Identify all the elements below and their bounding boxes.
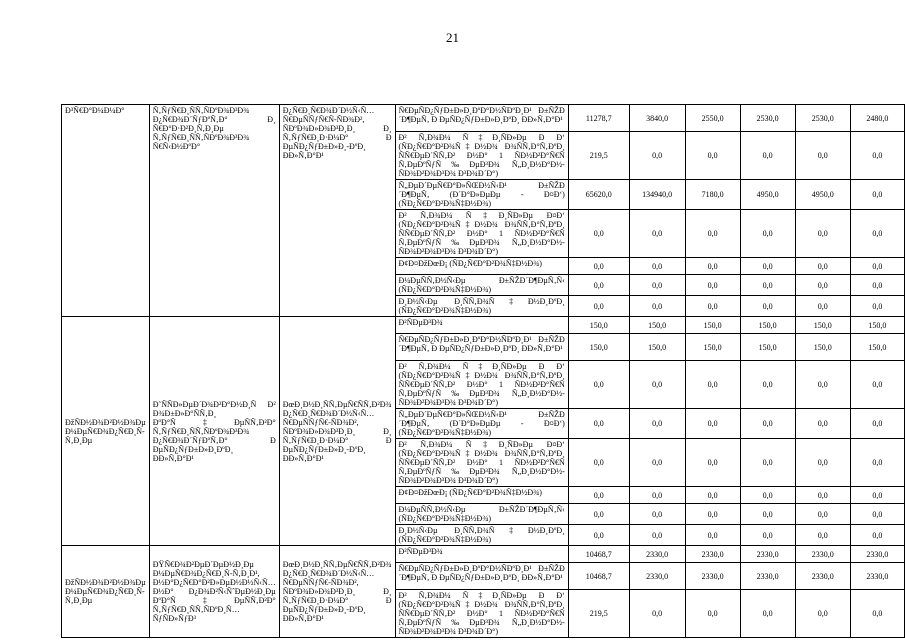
amount-cell: 2480,0 xyxy=(850,105,904,132)
amount-cell: 0,0 xyxy=(740,409,795,439)
amount-cell: 4950,0 xyxy=(795,180,850,210)
executor-cell: ÐœÐ¸Ð½Ð¸ÑÑ‚ÐµÑ€ÑÑ‚Ð²Ð¾ Ð¿Ñ€Ð¸Ñ€Ð¾Ð´Ð½Ñ‹Ñ… Ñ€ÐµÑÑƒÑ€-ÑÐ¾Ð², ÑÐºÐ¾Ð»Ð¾Ð³Ð¸Ð¸ Ð¸ Ñ‚ÑƒÑ€Ð¸Ð·Ð¼Ð° Ð ÐµÑÐ¿ÑƒÐ±Ð»Ð¸-ÐºÐ¸ ÐÐ»Ñ‚Ð°Ð¹ xyxy=(279,317,395,546)
amount-cell: 2330,0 xyxy=(850,563,904,590)
activity-name-cell: ÐŸÑ€Ð¾Ð²ÐµÐ´ÐµÐ½Ð¸Ðµ Ð¼ÐµÑ€Ð¾Ð¿Ñ€Ð¸Ñ-Ñ‚Ð¸Ð¹, Ð½Ð°Ð¿Ñ€Ð°Ð²Ð»ÐµÐ½Ð½Ñ‹Ñ… Ð½Ð° Ð¿Ð¾Ð²Ñ‹ÑˆÐµÐ½Ð¸Ðµ ÐºÐ°Ñ‡ÐµÑÑ‚Ð²Ð° Ñ‚ÑƒÑ€Ð¸ÑÑ‚ÑÐºÐ¸Ñ… ÑƒÑÐ»ÑƒÐ³ xyxy=(149,546,279,638)
amount-cell: 150,0 xyxy=(685,317,740,334)
amount-cell: 0,0 xyxy=(795,504,850,525)
amount-cell: 0,0 xyxy=(795,258,850,275)
amount-cell: 0,0 xyxy=(850,504,904,525)
amount-cell: 0,0 xyxy=(629,487,685,504)
amount-cell: 0,0 xyxy=(685,487,740,504)
amount-cell: 0,0 xyxy=(740,210,795,258)
amount-cell: 150,0 xyxy=(740,334,795,361)
funding-source-cell: Ð¸Ð½Ñ‹Ðµ Ð¸ÑÑ‚Ð¾Ñ‡Ð½Ð¸ÐºÐ¸ (ÑÐ¿Ñ€Ð°Ð²Ð¾Ñ‡Ð½Ð¾) xyxy=(395,525,568,546)
amount-cell: 0,0 xyxy=(850,487,904,504)
amount-cell: 0,0 xyxy=(850,180,904,210)
page-number: 21 xyxy=(446,30,459,45)
amount-cell: 0,0 xyxy=(568,504,629,525)
amount-cell: 0,0 xyxy=(795,487,850,504)
amount-cell: 0,0 xyxy=(629,296,685,317)
amount-cell: 150,0 xyxy=(568,317,629,334)
amount-cell: 0,0 xyxy=(795,275,850,296)
amount-cell: 0,0 xyxy=(740,525,795,546)
amount-cell: 219,5 xyxy=(568,132,629,180)
amount-cell: 134940,0 xyxy=(629,180,685,210)
amount-cell: 0,0 xyxy=(740,132,795,180)
amount-cell: 0,0 xyxy=(568,275,629,296)
funding-source-cell: Ð²ÑÐµÐ³Ð¾ xyxy=(395,317,568,334)
budget-table xyxy=(61,104,905,638)
amount-cell: 0,0 xyxy=(850,439,904,487)
activity-type-cell: Ð³Ñ€Ð°Ð¼Ð¼Ð° xyxy=(62,105,150,317)
amount-cell: 0,0 xyxy=(685,132,740,180)
activity-type-cell: ÐžÑÐ½Ð¾Ð²Ð½Ð¾Ðµ Ð¼ÐµÑ€Ð¾Ð¿Ñ€Ð¸Ñ-Ñ‚Ð¸Ðµ xyxy=(62,546,150,638)
amount-cell: 0,0 xyxy=(685,439,740,487)
amount-cell: 7180,0 xyxy=(685,180,740,210)
amount-cell: 0,0 xyxy=(740,275,795,296)
amount-cell: 0,0 xyxy=(850,361,904,409)
amount-cell: 0,0 xyxy=(795,210,850,258)
amount-cell: 2330,0 xyxy=(795,563,850,590)
amount-cell: 0,0 xyxy=(568,409,629,439)
table-row xyxy=(62,105,905,132)
activity-name-cell: Ñ‚ÑƒÑ€Ð¸ÑÑ‚ÑÐºÐ¾Ð³Ð¾ Ð¿Ñ€Ð¾Ð´ÑƒÐºÑ‚Ð° Ð¸ Ñ€Ð°Ð·Ð²Ð¸Ñ‚Ð¸Ðµ Ñ‚ÑƒÑ€Ð¸ÑÑ‚ÑÐºÐ¾Ð³Ð¾ Ñ€Ñ‹Ð½ÐºÐ° xyxy=(149,105,279,317)
amount-cell: 0,0 xyxy=(629,439,685,487)
amount-cell: 0,0 xyxy=(740,439,795,487)
amount-cell: 0,0 xyxy=(795,590,850,638)
funding-source-cell: Ñ€ÐµÑÐ¿ÑƒÐ±Ð»Ð¸ÐºÐ°Ð½ÑÐºÐ¸Ð¹ Ð±ÑŽÐ´Ð¶ÐµÑ‚ Ð ÐµÑÐ¿ÑƒÐ±Ð»Ð¸ÐºÐ¸ ÐÐ»Ñ‚Ð°Ð¹ xyxy=(395,563,568,590)
amount-cell: 0,0 xyxy=(850,590,904,638)
funding-source-cell: Ð² Ñ‚Ð¾Ð¼ Ñ‡Ð¸ÑÐ»Ðµ Ð¤Ð‘ (ÑÐ¿Ñ€Ð°Ð²Ð¾Ñ‡Ð½Ð¾ Ð¾ÑÑ‚Ð°Ñ‚ÐºÐ¸ ÑÑ€ÐµÐ´ÑÑ‚Ð² Ð½Ð° 1 ÑÐ½Ð²Ð°Ñ€Ñ Ñ‚ÐµÐºÑƒÑ‰ÐµÐ³Ð¾ Ñ„Ð¸Ð½Ð°Ð½-ÑÐ¾Ð²Ð¾Ð³Ð¾ Ð³Ð¾Ð´Ð°) xyxy=(395,210,568,258)
funding-source-cell: Ð¢Ð¤ÐžÐœÐ¡ (ÑÐ¿Ñ€Ð°Ð²Ð¾Ñ‡Ð½Ð¾) xyxy=(395,258,568,275)
amount-cell: 10468,7 xyxy=(568,563,629,590)
funding-source-cell: Ð²ÑÐµÐ³Ð¾ xyxy=(395,546,568,563)
funding-source-cell: Ñ„ÐµÐ´ÐµÑ€Ð°Ð»ÑŒÐ½Ñ‹Ð¹ Ð±ÑŽÐ´Ð¶ÐµÑ‚ (Ð´Ð°Ð»ÐµÐµ - Ð¤Ð‘) (ÑÐ¿Ñ€Ð°Ð²Ð¾Ñ‡Ð½Ð¾) xyxy=(395,409,568,439)
amount-cell: 2330,0 xyxy=(740,546,795,563)
amount-cell: 2330,0 xyxy=(850,546,904,563)
amount-cell: 0,0 xyxy=(685,590,740,638)
amount-cell: 0,0 xyxy=(795,296,850,317)
amount-cell: 0,0 xyxy=(629,210,685,258)
amount-cell: 11278,7 xyxy=(568,105,629,132)
amount-cell: 2530,0 xyxy=(795,105,850,132)
amount-cell: 150,0 xyxy=(795,334,850,361)
activity-name-cell: Ð˜ÑÑÐ»ÐµÐ´Ð¾Ð²Ð°Ð½Ð¸Ñ Ð² Ð¾Ð±Ð»Ð°ÑÑ‚Ð¸ ÐºÐ°Ñ‡ÐµÑÑ‚Ð²Ð° Ñ‚ÑƒÑ€Ð¸ÑÑ‚ÑÐºÐ¾Ð³Ð¾ Ð¿Ñ€Ð¾Ð´ÑƒÐºÑ‚Ð° Ð ÐµÑÐ¿ÑƒÐ±Ð»Ð¸ÐºÐ¸ ÐÐ»Ñ‚Ð°Ð¹ xyxy=(149,317,279,546)
funding-source-cell: Ð² Ñ‚Ð¾Ð¼ Ñ‡Ð¸ÑÐ»Ðµ Ð Ð‘ (ÑÐ¿Ñ€Ð°Ð²Ð¾Ñ‡Ð½Ð¾ Ð¾ÑÑ‚Ð°Ñ‚ÐºÐ¸ ÑÑ€ÐµÐ´ÑÑ‚Ð² Ð½Ð° 1 ÑÐ½Ð²Ð°Ñ€Ñ Ñ‚ÐµÐºÑƒÑ‰ÐµÐ³Ð¾ Ñ„Ð¸Ð½Ð°Ð½-ÑÐ¾Ð²Ð¾Ð³Ð¾ Ð³Ð¾Ð´Ð°) xyxy=(395,361,568,409)
amount-cell: 10468,7 xyxy=(568,546,629,563)
amount-cell: 150,0 xyxy=(629,317,685,334)
amount-cell: 0,0 xyxy=(568,487,629,504)
amount-cell: 4950,0 xyxy=(740,180,795,210)
amount-cell: 2330,0 xyxy=(685,563,740,590)
amount-cell: 0,0 xyxy=(685,525,740,546)
amount-cell: 219,5 xyxy=(568,590,629,638)
amount-cell: 0,0 xyxy=(629,590,685,638)
table-row xyxy=(62,317,905,334)
amount-cell: 0,0 xyxy=(740,361,795,409)
amount-cell: 65620,0 xyxy=(568,180,629,210)
funding-source-cell: Ð² Ñ‚Ð¾Ð¼ Ñ‡Ð¸ÑÐ»Ðµ Ð Ð‘ (ÑÐ¿Ñ€Ð°Ð²Ð¾Ñ‡Ð½Ð¾ Ð¾ÑÑ‚Ð°Ñ‚ÐºÐ¸ ÑÑ€ÐµÐ´ÑÑ‚Ð² Ð½Ð° 1 ÑÐ½Ð²Ð°Ñ€Ñ Ñ‚ÐµÐºÑƒÑ‰ÐµÐ³Ð¾ Ñ„Ð¸Ð½Ð°Ð½-ÑÐ¾Ð²Ð¾Ð³Ð¾ Ð³Ð¾Ð´Ð°) xyxy=(395,590,568,638)
amount-cell: 0,0 xyxy=(850,258,904,275)
amount-cell: 150,0 xyxy=(685,334,740,361)
amount-cell: 0,0 xyxy=(568,439,629,487)
funding-source-cell: Ð¼ÐµÑÑ‚Ð½Ñ‹Ðµ Ð±ÑŽÐ´Ð¶ÐµÑ‚Ñ‹ (ÑÐ¿Ñ€Ð°Ð²Ð¾Ñ‡Ð½Ð¾) xyxy=(395,275,568,296)
amount-cell: 0,0 xyxy=(850,409,904,439)
amount-cell: 2330,0 xyxy=(685,546,740,563)
amount-cell: 0,0 xyxy=(629,132,685,180)
amount-cell: 150,0 xyxy=(629,334,685,361)
amount-cell: 0,0 xyxy=(685,296,740,317)
amount-cell: 0,0 xyxy=(795,525,850,546)
amount-cell: 0,0 xyxy=(685,361,740,409)
funding-source-cell: Ñ„ÐµÐ´ÐµÑ€Ð°Ð»ÑŒÐ½Ñ‹Ð¹ Ð±ÑŽÐ´Ð¶ÐµÑ‚ (Ð´Ð°Ð»ÐµÐµ - Ð¤Ð‘) (ÑÐ¿Ñ€Ð°Ð²Ð¾Ñ‡Ð½Ð¾) xyxy=(395,180,568,210)
amount-cell: 0,0 xyxy=(568,258,629,275)
funding-source-cell: Ð¼ÐµÑÑ‚Ð½Ñ‹Ðµ Ð±ÑŽÐ´Ð¶ÐµÑ‚Ñ‹ (ÑÐ¿Ñ€Ð°Ð²Ð¾Ñ‡Ð½Ð¾) xyxy=(395,504,568,525)
amount-cell: 0,0 xyxy=(568,525,629,546)
amount-cell: 0,0 xyxy=(795,361,850,409)
amount-cell: 2330,0 xyxy=(629,546,685,563)
amount-cell: 150,0 xyxy=(850,317,904,334)
amount-cell: 0,0 xyxy=(850,296,904,317)
amount-cell: 0,0 xyxy=(740,296,795,317)
amount-cell: 0,0 xyxy=(568,361,629,409)
amount-cell: 0,0 xyxy=(568,210,629,258)
funding-source-cell: Ð¢Ð¤ÐžÐœÐ¡ (ÑÐ¿Ñ€Ð°Ð²Ð¾Ñ‡Ð½Ð¾) xyxy=(395,487,568,504)
amount-cell: 0,0 xyxy=(850,210,904,258)
amount-cell: 150,0 xyxy=(850,334,904,361)
amount-cell: 0,0 xyxy=(629,258,685,275)
amount-cell: 0,0 xyxy=(740,487,795,504)
amount-cell: 0,0 xyxy=(629,525,685,546)
funding-source-cell: Ð² Ñ‚Ð¾Ð¼ Ñ‡Ð¸ÑÐ»Ðµ Ð Ð‘ (ÑÐ¿Ñ€Ð°Ð²Ð¾Ñ‡Ð½Ð¾ Ð¾ÑÑ‚Ð°Ñ‚ÐºÐ¸ ÑÑ€ÐµÐ´ÑÑ‚Ð² Ð½Ð° 1 ÑÐ½Ð²Ð°Ñ€Ñ Ñ‚ÐµÐºÑƒÑ‰ÐµÐ³Ð¾ Ñ„Ð¸Ð½Ð°Ð½-ÑÐ¾Ð²Ð¾Ð³Ð¾ Ð³Ð¾Ð´Ð°) xyxy=(395,132,568,180)
amount-cell: 2330,0 xyxy=(795,546,850,563)
amount-cell: 2330,0 xyxy=(740,563,795,590)
funding-source-cell: Ñ€ÐµÑÐ¿ÑƒÐ±Ð»Ð¸ÐºÐ°Ð½ÑÐºÐ¸Ð¹ Ð±ÑŽÐ´Ð¶ÐµÑ‚ Ð ÐµÑÐ¿ÑƒÐ±Ð»Ð¸ÐºÐ¸ ÐÐ»Ñ‚Ð°Ð¹ xyxy=(395,105,568,132)
funding-source-cell: Ð¸Ð½Ñ‹Ðµ Ð¸ÑÑ‚Ð¾Ñ‡Ð½Ð¸ÐºÐ¸ (ÑÐ¿Ñ€Ð°Ð²Ð¾Ñ‡Ð½Ð¾) xyxy=(395,296,568,317)
funding-source-cell: Ñ€ÐµÑÐ¿ÑƒÐ±Ð»Ð¸ÐºÐ°Ð½ÑÐºÐ¸Ð¹ Ð±ÑŽÐ´Ð¶ÐµÑ‚ Ð ÐµÑÐ¿ÑƒÐ±Ð»Ð¸ÐºÐ¸ ÐÐ»Ñ‚Ð°Ð¹ xyxy=(395,334,568,361)
amount-cell: 0,0 xyxy=(795,439,850,487)
amount-cell: 0,0 xyxy=(740,590,795,638)
amount-cell: 0,0 xyxy=(685,210,740,258)
table-row xyxy=(62,546,905,563)
amount-cell: 3840,0 xyxy=(629,105,685,132)
amount-cell: 0,0 xyxy=(850,525,904,546)
amount-cell: 0,0 xyxy=(740,504,795,525)
amount-cell: 0,0 xyxy=(685,409,740,439)
amount-cell: 0,0 xyxy=(795,409,850,439)
amount-cell: 0,0 xyxy=(740,258,795,275)
activity-type-cell: ÐžÑÐ½Ð¾Ð²Ð½Ð¾Ðµ Ð¼ÐµÑ€Ð¾Ð¿Ñ€Ð¸Ñ-Ñ‚Ð¸Ðµ xyxy=(62,317,150,546)
executor-cell: Ð¿Ñ€Ð¸Ñ€Ð¾Ð´Ð½Ñ‹Ñ… Ñ€ÐµÑÑƒÑ€Ñ-ÑÐ¾Ð², ÑÐºÐ¾Ð»Ð¾Ð³Ð¸Ð¸ Ð¸ Ñ‚ÑƒÑ€Ð¸Ð·Ð¼Ð° Ð ÐµÑÐ¿ÑƒÐ±Ð»Ð¸-ÐºÐ¸ ÐÐ»Ñ‚Ð°Ð¹ xyxy=(279,105,395,317)
amount-cell: 0,0 xyxy=(685,504,740,525)
amount-cell: 0,0 xyxy=(685,275,740,296)
amount-cell: 150,0 xyxy=(568,334,629,361)
amount-cell: 0,0 xyxy=(568,296,629,317)
amount-cell: 2530,0 xyxy=(740,105,795,132)
amount-cell: 0,0 xyxy=(629,275,685,296)
amount-cell: 0,0 xyxy=(629,361,685,409)
amount-cell: 0,0 xyxy=(850,275,904,296)
executor-cell: ÐœÐ¸Ð½Ð¸ÑÑ‚ÐµÑ€ÑÑ‚Ð²Ð¾ Ð¿Ñ€Ð¸Ñ€Ð¾Ð´Ð½Ñ‹Ñ… Ñ€ÐµÑÑƒÑ€-ÑÐ¾Ð², ÑÐºÐ¾Ð»Ð¾Ð³Ð¸Ð¸ Ð¸ Ñ‚ÑƒÑ€Ð¸Ð·Ð¼Ð° Ð ÐµÑÐ¿ÑƒÐ±Ð»Ð¸-ÐºÐ¸ ÐÐ»Ñ‚Ð°Ð¹ xyxy=(279,546,395,638)
amount-cell: 150,0 xyxy=(740,317,795,334)
funding-source-cell: Ð² Ñ‚Ð¾Ð¼ Ñ‡Ð¸ÑÐ»Ðµ Ð¤Ð‘ (ÑÐ¿Ñ€Ð°Ð²Ð¾Ñ‡Ð½Ð¾ Ð¾ÑÑ‚Ð°Ñ‚ÐºÐ¸ ÑÑ€ÐµÐ´ÑÑ‚Ð² Ð½Ð° 1 ÑÐ½Ð²Ð°Ñ€Ñ Ñ‚ÐµÐºÑƒÑ‰ÐµÐ³Ð¾ Ñ„Ð¸Ð½Ð°Ð½-ÑÐ¾Ð²Ð¾Ð³Ð¾ Ð³Ð¾Ð´Ð°) xyxy=(395,439,568,487)
amount-cell: 0,0 xyxy=(850,132,904,180)
amount-cell: 0,0 xyxy=(795,132,850,180)
amount-cell: 2550,0 xyxy=(685,105,740,132)
amount-cell: 0,0 xyxy=(629,409,685,439)
amount-cell: 2330,0 xyxy=(629,563,685,590)
amount-cell: 0,0 xyxy=(629,504,685,525)
amount-cell: 0,0 xyxy=(685,258,740,275)
amount-cell: 150,0 xyxy=(795,317,850,334)
